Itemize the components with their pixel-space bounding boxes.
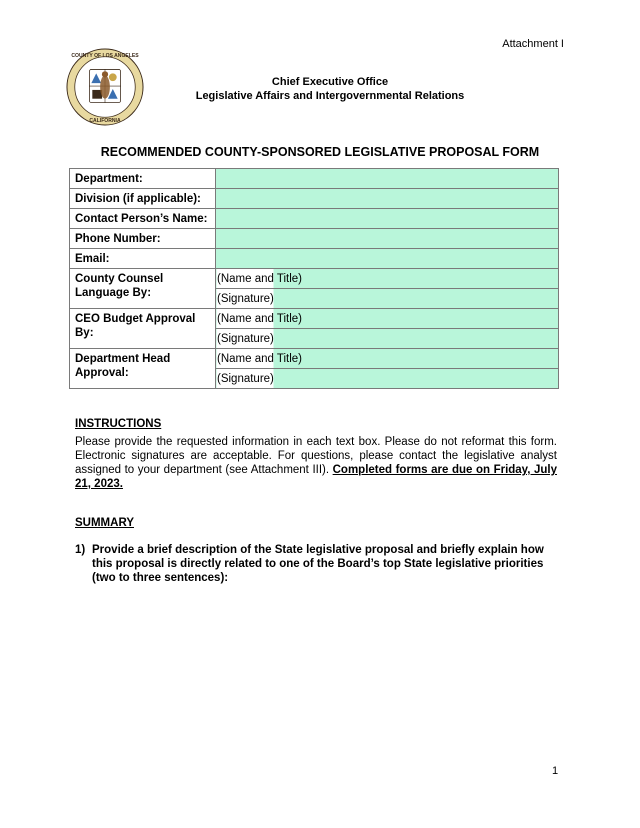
dept-head-name-field[interactable]: (Name and Title) bbox=[216, 349, 559, 369]
contact-label: Contact Person’s Name: bbox=[70, 209, 216, 229]
instructions-text: Please provide the requested information in each text box. Please do not reformat this form. Electronic signatures are acceptable. For questions, please contact the legislative analyst assigned to your department (see Attachment III). bbox=[75, 436, 557, 476]
county-counsel-label: County Counsel Language By: bbox=[70, 269, 216, 309]
office-header bbox=[0, 75, 640, 103]
division-field[interactable] bbox=[216, 189, 559, 209]
email-field[interactable] bbox=[216, 249, 559, 269]
contact-field[interactable] bbox=[216, 209, 559, 229]
ceo-budget-signature-field[interactable]: (Signature) bbox=[216, 329, 559, 349]
department-label: Department: bbox=[70, 169, 216, 189]
seal-ring-bottom: CALIFORNIA bbox=[89, 118, 121, 125]
dept-head-label: Department Head Approval: bbox=[70, 349, 216, 389]
proposal-form-table bbox=[69, 168, 559, 389]
header-line-1: Chief Executive Office bbox=[271, 76, 389, 88]
row-department bbox=[70, 169, 559, 189]
department-field[interactable] bbox=[216, 169, 559, 189]
row-phone bbox=[70, 229, 559, 249]
row-county-counsel-name bbox=[70, 269, 559, 289]
header-line-2: Legislative Affairs and Intergovernmental Relations bbox=[195, 90, 465, 102]
ceo-budget-label: CEO Budget Approval By: bbox=[70, 309, 216, 349]
division-label: Division (if applicable): bbox=[70, 189, 216, 209]
row-contact bbox=[70, 209, 559, 229]
county-counsel-name-field[interactable]: (Name and Title) bbox=[216, 269, 559, 289]
row-ceo-budget-name bbox=[70, 309, 559, 329]
question-1 bbox=[75, 543, 567, 585]
dept-head-signature-field[interactable]: (Signature) bbox=[216, 369, 559, 389]
summary-heading: SUMMARY bbox=[75, 517, 134, 529]
county-counsel-signature-field[interactable]: (Signature) bbox=[216, 289, 559, 309]
page-number: 1 bbox=[552, 765, 559, 777]
attachment-label: Attachment I bbox=[502, 38, 564, 50]
seal-ring-top: COUNTY OF LOS ANGELES bbox=[71, 52, 139, 59]
phone-label: Phone Number: bbox=[70, 229, 216, 249]
ceo-budget-name-field[interactable]: (Name and Title) bbox=[216, 309, 559, 329]
row-division bbox=[70, 189, 559, 209]
row-dept-head-name bbox=[70, 349, 559, 369]
instructions-heading: INSTRUCTIONS bbox=[75, 418, 162, 430]
phone-field[interactable] bbox=[216, 229, 559, 249]
due-date-notice: Completed forms are due on Friday, July 21, 2023. bbox=[75, 464, 557, 490]
question-1-number: 1) bbox=[75, 544, 86, 556]
question-1-text: Provide a brief description of the State legislative proposal and briefly explain how this proposal is directly related to one of the Board’s top State legislative priorities (two to three sentences): bbox=[92, 544, 544, 584]
row-email bbox=[70, 249, 559, 269]
form-title: RECOMMENDED COUNTY-SPONSORED LEGISLATIVE PROPOSAL FORM bbox=[100, 145, 540, 159]
instructions-body bbox=[75, 435, 557, 491]
email-label: Email: bbox=[70, 249, 216, 269]
